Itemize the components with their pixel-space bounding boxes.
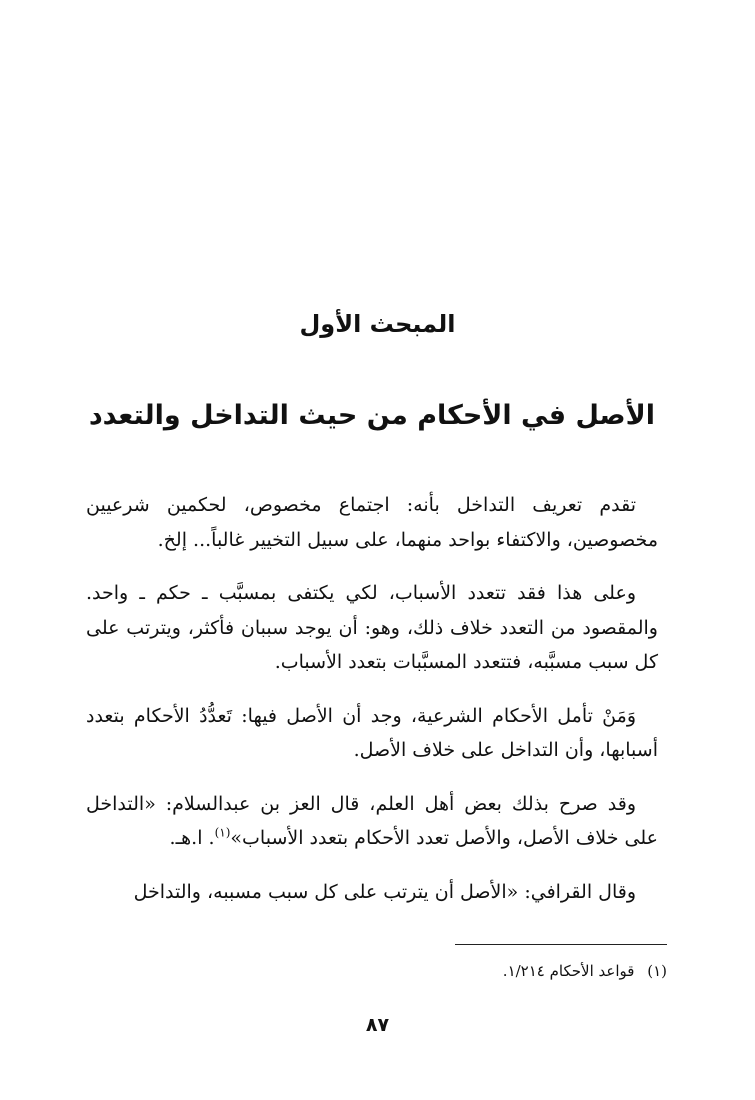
paragraph-text: وعلى هذا فقد تتعدد الأسباب، لكي يكتفى بمسبَّب ـ حكم ـ واحد. والمقصود من التعدد خلاف ذلك، وهو: أن يوجد سببان فأكثر، ويترتب على كل سبب مسبَّبه، فتتعدد المسبَّبات بتعدد الأسباب. (86, 582, 658, 673)
footnote-text: قواعد الأحكام ١/٢١٤. (502, 962, 635, 980)
footnote-divider (455, 944, 667, 945)
section-title: المبحث الأول (299, 310, 456, 338)
body-text (86, 488, 658, 909)
paragraph-text: وقال القرافي: «الأصل أن يترتب على كل سبب مسببه، والتداخل (133, 880, 636, 903)
paragraph (86, 787, 658, 856)
footnote (95, 960, 667, 982)
paragraph (86, 875, 658, 910)
footnote-number: (١) (647, 962, 667, 980)
page-number: ٨٧ (365, 1014, 390, 1036)
paragraph (86, 576, 658, 680)
paragraph-text: وقد صرح بذلك بعض أهل العلم، قال العز بن عبدالسلام: «التداخل على خلاف الأصل، والأصل تعدد الأحكام بتعدد الأسباب» (86, 792, 658, 849)
paragraph (86, 488, 658, 557)
paragraph-text: وَمَنْ تأمل الأحكام الشرعية، وجد أن الأصل فيها: تَعدُّدُ الأحكام بتعدد أسبابها، وأن التداخل على خلاف الأصل. (86, 704, 658, 761)
paragraph-text: تقدم تعريف التداخل بأنه: اجتماع مخصوص، لحكمين شرعيين مخصوصين، والاكتفاء بواحد منهما، على سبيل التخيير غالباً... إلخ. (86, 494, 658, 551)
paragraph (86, 699, 658, 768)
footnote-reference[interactable]: (١) (214, 825, 231, 840)
chapter-heading: الأصل في الأحكام من حيث التداخل والتعدد (88, 400, 655, 431)
paragraph-text-tail: . ا.هـ. (169, 827, 215, 849)
